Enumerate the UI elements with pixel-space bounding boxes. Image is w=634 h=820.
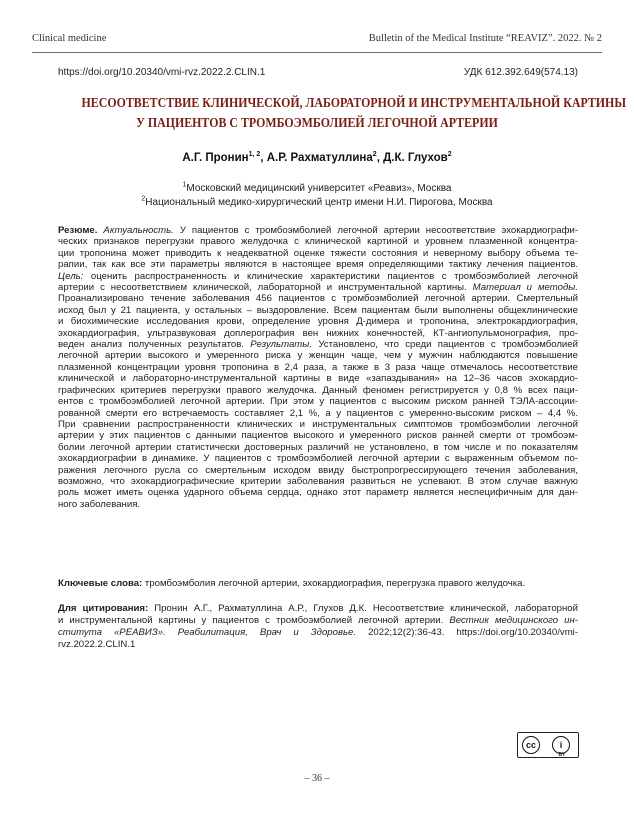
citation-line bbox=[58, 615, 578, 627]
header-rule bbox=[32, 52, 602, 53]
citation-text: Пронин А.Г., Рахматуллина А.Р., Глухов Д.К. Несоответствие клинической, лабораторной bbox=[154, 603, 578, 614]
abstract-line bbox=[58, 225, 578, 236]
abstract-line: ного заболевания. bbox=[58, 498, 141, 510]
page-number: – 36 – bbox=[304, 773, 330, 784]
author-name: А.Р. Рахматуллина bbox=[266, 152, 373, 164]
abstract-line: возможно, что эхокардиографические критерии заболевания развиться не успевают. В этом случае важную bbox=[58, 475, 578, 487]
abstract-text: Установлено, что среди пациентов с тромбоэмболией bbox=[318, 339, 578, 351]
abstract-line: ческих признаков перегрузки правого желудочка с клинической картиной и уровнем плазменной концентра- bbox=[58, 236, 578, 248]
abstract-line bbox=[58, 282, 578, 293]
abstract-text: У пациентов с тромбоэмболией легочной артерии несоответствие эхокардиографи- bbox=[179, 225, 579, 236]
abstract-line: исход был у 21 пациента, у остальных – выздоровление. Всем пациентам были выполнены общеклинические bbox=[58, 304, 578, 316]
heading-results: Результаты. bbox=[250, 339, 313, 351]
heading-aim: Цель: bbox=[58, 270, 84, 282]
citation bbox=[58, 603, 578, 651]
abstract-text: оценить распространенность и клинические характеристики пациентов с тромбоэмболией легочной bbox=[90, 270, 579, 282]
author-name: А.Г. Пронин bbox=[182, 152, 249, 164]
author-affil-ref: 2 bbox=[447, 151, 452, 159]
author-list bbox=[0, 152, 634, 164]
abstract-line: и биохимические исследования крови, определение уровня Д-димера и тропонина, электрокардиография, bbox=[58, 316, 578, 328]
title-line-2: У ПАЦИЕНТОВ С ТРОМБОЭМБОЛИЕЙ ЛЕГОЧНОЙ АРТЕРИИ bbox=[136, 116, 498, 131]
abstract-line: рованной смерти его встречаемость составляет 2,1 %, а у пациентов с умеренно-высоким риском – 4,4 %. bbox=[58, 407, 578, 419]
abstract-line: эхокардиографии в динамике. У пациентов с тромбоэмболией легочной артерии с выраженным объемом по- bbox=[58, 453, 578, 465]
article-title bbox=[81, 94, 627, 134]
abstract-line bbox=[58, 339, 578, 350]
affiliation bbox=[0, 183, 634, 194]
author-affil-ref: 1, 2 bbox=[248, 151, 261, 159]
abstract bbox=[58, 225, 578, 510]
abstract-line: графических критериев перегрузки правого желудочка. Данный феномен регистрируется у 0,8 % всех паци- bbox=[58, 384, 578, 396]
abstract-line: При сравнении распространенности клинических и инструментальных симптомов тромбоэмболии легочной bbox=[58, 418, 578, 430]
author-affil-ref: 2 bbox=[372, 151, 377, 159]
citation-line bbox=[58, 603, 578, 615]
citation-doi-end[interactable]: rvz.2022.2.CLIN.1 bbox=[58, 639, 136, 650]
affiliation-text: Московский медицинский университет «Реавиз», Москва bbox=[186, 183, 452, 194]
abstract-line: плазменной концентрации уровня тропонина в 2,4 раза, а также в 3 раза чаще отмечалось несоответствие bbox=[58, 361, 578, 373]
abstract-line: болии легочной артерии статистически достоверных различий не установлено, в том числе и по показателям bbox=[58, 441, 578, 453]
author-name: Д.К. Глухов bbox=[383, 152, 448, 164]
journal-title: Bulletin of the Medical Institute “REAVIZ”. 2022. № 2 bbox=[368, 33, 602, 44]
author-separator: , bbox=[260, 152, 267, 164]
keywords-text: тромбоэмболия легочной артерии, эхокардиография, перегрузка правого желудочка. bbox=[144, 578, 526, 589]
abstract-text: веден анализ полученных результатов. bbox=[58, 339, 244, 351]
abstract-line: эхокардиография, ультразвуковая доплерография вен нижних конечностей, КТ-ангиопульмонография, про- bbox=[58, 327, 578, 339]
citation-text: и инструментальной картины у пациентов с тромбоэмболией легочной артерии. bbox=[58, 615, 444, 626]
citation-label: Для цитирования: bbox=[58, 603, 149, 614]
abstract-line: ражения легочного русла со смертельным исходом ввиду быстропрогрессирующего течения заболевания, bbox=[58, 464, 578, 476]
abstract-label: Резюме. bbox=[58, 225, 98, 236]
journal-section: Clinical medicine bbox=[32, 33, 107, 44]
heading-actuality: Актуальность. bbox=[103, 225, 174, 236]
abstract-line: рапии, так как все эти параметры являются в настоящее время определяющими тактику лечения пациентов. bbox=[58, 259, 578, 271]
affiliation-number: 1 bbox=[182, 181, 187, 189]
abstract-line: роль может иметь оценка ударного объема сердца, однако этот параметр является неспецифичным для дан- bbox=[58, 487, 578, 499]
citation-journal: ститута «РЕАВИЗ». Реабилитация, Врач и Здоровье. bbox=[58, 627, 357, 638]
citation-journal: Вестник медицинского ин- bbox=[449, 615, 578, 626]
citation-line bbox=[58, 639, 578, 651]
abstract-line: ентов с тромбоэмболией легочной артерии. При этом у пациентов с высоким риском ранней ТЭЛА-ассоции- bbox=[58, 396, 578, 408]
abstract-line: артерии у этих пациентов с данными пациентов высокого и умеренного рисков ранней смерти от тромбоэм- bbox=[58, 430, 578, 442]
title-line-1: НЕСООТВЕТСТВИЕ КЛИНИЧЕСКОЙ, ЛАБОРАТОРНОЙ И ИНСТРУМЕНТАЛЬНОЙ КАРТИНЫ bbox=[81, 96, 627, 111]
abstract-line: легочной артерии высокого и умеренного риска у женщин чаще, чем у мужчин наблюдаются повышение bbox=[58, 350, 578, 362]
affiliation-text: Национальный медико-хирургический центр имени Н.И. Пирогова, Москва bbox=[145, 197, 493, 208]
creative-commons-icon: cc bbox=[522, 736, 540, 754]
affiliation-number: 2 bbox=[141, 195, 146, 203]
attribution-person-icon: i bbox=[552, 736, 570, 754]
heading-methods: Материал и методы. bbox=[472, 282, 578, 294]
keywords bbox=[58, 578, 578, 590]
udk-code: УДК 612.392.649(574.13) bbox=[463, 67, 578, 78]
citation-line bbox=[58, 627, 578, 639]
abstract-line: клинической и лабораторно-инструментальной картины в виде «запаздывания» на 12–36 часов эхокардио- bbox=[58, 373, 578, 385]
keywords-label: Ключевые слова: bbox=[58, 578, 143, 589]
affiliation bbox=[0, 197, 634, 208]
cc-by-license-badge[interactable] bbox=[517, 732, 579, 758]
running-header bbox=[32, 33, 602, 49]
doi-link[interactable]: https://doi.org/10.20340/vmi-rvz.2022.2.CLIN.1 bbox=[58, 67, 266, 78]
citation-doi[interactable]: 2022;12(2):36-43. https://doi.org/10.20340/vmi- bbox=[368, 627, 579, 638]
abstract-text: артерии с несоответствием клинической, лабораторной и инструментальной картины. bbox=[58, 282, 467, 294]
license-by-label: BY bbox=[558, 752, 566, 758]
abstract-line: ции тропонина может приводить к неадекватной оценке тяжести состояния и неверному выбору объема те- bbox=[58, 247, 578, 259]
abstract-line bbox=[58, 271, 578, 282]
author-separator: , bbox=[376, 152, 384, 164]
abstract-line: Проанализировано течение заболевания 456 пациентов с тромбоэмболией легочной артерии. Смертельный bbox=[58, 293, 578, 305]
